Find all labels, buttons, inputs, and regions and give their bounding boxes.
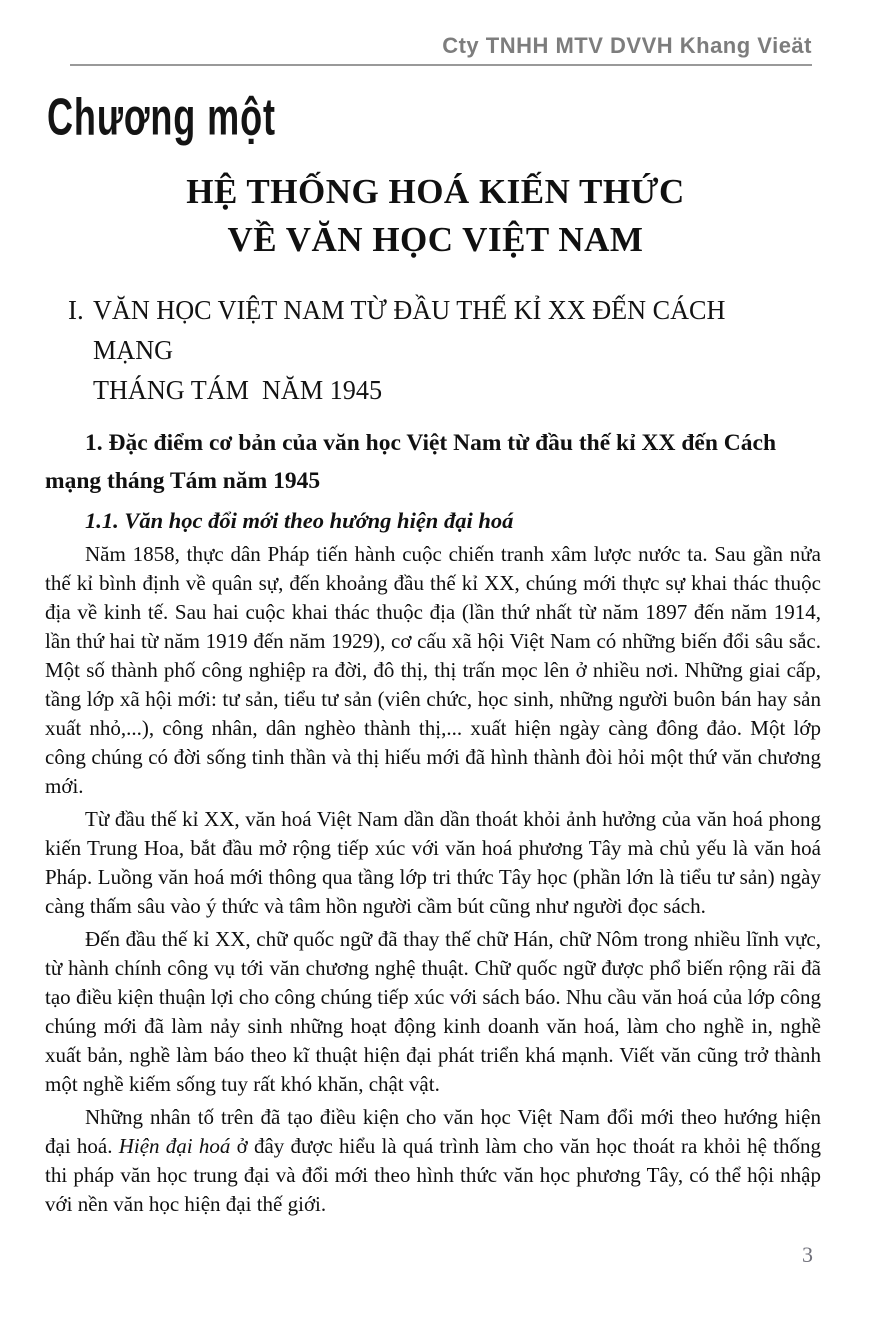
company-name: Cty TNHH MTV DVVH Khang Vieät	[442, 33, 812, 58]
paragraph-1: Năm 1858, thực dân Pháp tiến hành cuộc chiến tranh xâm lược nước ta. Sau gần nửa thế kỉ bình định về quân sự, đến khoảng đầu thế kỉ XX, chúng mới thực sự khai thác thuộc địa về kinh tế. Sau hai cuộc khai thác thuộc địa (lần thứ nhất từ năm 1897 đến năm 1914, lần thứ hai từ năm 1919 đến năm 1929), cơ cấu xã hội Việt Nam có những biến đổi sâu sắc. Một số thành phố công nghiệp ra đời, đô thị, thị trấn mọc lên ở nhiều nơi. Những giai cấp, tầng lớp xã hội mới: tư sản, tiểu tư sản (viên chức, học sinh, những người buôn bán hay sản xuất nhỏ,...), công nhân, dân nghèo thành thị,... xuất hiện ngày càng đông đảo. Một lớp công chúng có đời sống tinh thần và thị hiếu mới đã hình thành đòi hỏi một thứ văn chương mới.	[45, 542, 821, 798]
paragraph-4-text: Những nhân tố trên đã tạo điều kiện cho văn học Việt Nam đổi mới theo hướng hiện đại hoá.	[45, 1105, 821, 1158]
section-heading-lines	[93, 290, 826, 410]
chapter-title	[0, 168, 871, 264]
running-header	[70, 33, 812, 59]
heading-1-1: 1.1. Văn học đổi mới theo hướng hiện đại hoá	[85, 508, 514, 533]
section-heading-line-1: VĂN HỌC VIỆT NAM TỪ ĐẦU THẾ KỈ XX ĐẾN CÁCH MẠNG	[92, 295, 726, 365]
section-heading-line-2: THÁNG TÁM NĂM 1945	[92, 375, 382, 405]
chapter-kicker-wrap	[47, 87, 871, 158]
section-numeral: I.	[68, 295, 84, 325]
paragraph-4-text-after: ở đây được hiểu là quá trình làm cho văn học thoát ra khỏi hệ thống thi pháp văn học trung đại và đổi mới theo hình thức văn học phương Tây, có thể hội nhập với nền văn học hiện đại thế giới.	[45, 1134, 821, 1216]
chapter-kicker: Chương một	[47, 87, 276, 146]
chapter-title-line-1: HỆ THỐNG HOÁ KIẾN THỨC	[186, 172, 685, 211]
paragraph-4	[45, 1103, 821, 1219]
page-number: 3	[802, 1242, 813, 1267]
heading-1: 1. Đặc điểm cơ bản của văn học Việt Nam từ đầu thế kỉ XX đến Cách mạng tháng Tám năm 1945	[45, 430, 777, 494]
paragraph-2: Từ đầu thế kỉ XX, văn hoá Việt Nam dần dần thoát khỏi ảnh hưởng của văn hoá phong kiến Trung Hoa, bắt đầu mở rộng tiếp xúc với văn hoá phương Tây mà chủ yếu là văn hoá Pháp. Luồng văn hoá mới thông qua tầng lớp tri thức Tây học (phần lớn là tiểu tư sản) ngày càng thấm sâu vào ý thức và tâm hồn người cầm bút cũng như người đọc sách.	[45, 807, 821, 918]
paragraph-4-italic-phrase: Hiện đại hoá	[118, 1134, 231, 1158]
header-rule	[70, 64, 812, 66]
paragraph-3: Đến đầu thế kỉ XX, chữ quốc ngữ đã thay thế chữ Hán, chữ Nôm trong nhiều lĩnh vực, từ hành chính công vụ tới văn chương nghệ thuật. Chữ quốc ngữ được phổ biến rộng rãi đã tạo điều kiện thuận lợi cho công chúng tiếp xúc với sách báo. Nhu cầu văn hoá của lớp công chúng mới đã làm nảy sinh những hoạt động kinh doanh văn hoá, làm cho nghề in, nghề xuất bản, nghề làm báo theo kĩ thuật hiện đại phát triển khá mạnh. Viết văn cũng trở thành một nghề kiếm sống tuy rất khó khăn, chật vật.	[45, 927, 821, 1096]
chapter-title-line-2: VỀ VĂN HỌC VIỆT NAM	[227, 220, 644, 259]
section-heading-i	[68, 290, 826, 410]
